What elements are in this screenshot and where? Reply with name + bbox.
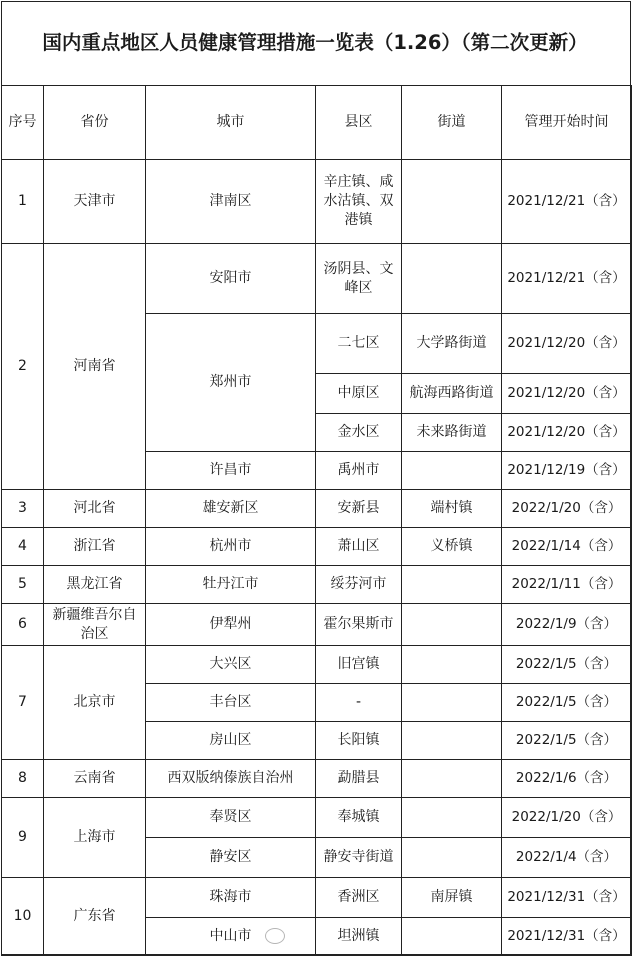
cell-street: 大学路街道 bbox=[402, 314, 502, 374]
cell-street bbox=[402, 452, 502, 490]
cell-street bbox=[402, 760, 502, 798]
table-row bbox=[2, 528, 632, 566]
cell-start-time: 2022/1/4（含） bbox=[502, 838, 632, 878]
cell-start-time: 2021/12/20（含） bbox=[502, 314, 632, 374]
cell-county: 中原区 bbox=[316, 374, 402, 414]
cell-city: 牡丹江市 bbox=[146, 566, 316, 604]
cell-seq: 9 bbox=[2, 798, 44, 878]
cell-county: 绥芬河市 bbox=[316, 566, 402, 604]
cell-seq: 7 bbox=[2, 646, 44, 760]
cell-seq: 10 bbox=[2, 878, 44, 956]
cell-street: 端村镇 bbox=[402, 490, 502, 528]
cell-city: 西双版纳傣族自治州 bbox=[146, 760, 316, 798]
cell-county: 汤阴县、文峰区 bbox=[316, 244, 402, 314]
cell-province: 云南省 bbox=[44, 760, 146, 798]
measures-table bbox=[1, 85, 632, 956]
cell-county: 禹州市 bbox=[316, 452, 402, 490]
header-city: 城市 bbox=[146, 86, 316, 160]
cell-county: 金水区 bbox=[316, 414, 402, 452]
cell-start-time: 2021/12/19（含） bbox=[502, 452, 632, 490]
cell-street bbox=[402, 244, 502, 314]
cell-city: 津南区 bbox=[146, 160, 316, 244]
cell-street bbox=[402, 918, 502, 956]
cell-start-time: 2022/1/5（含） bbox=[502, 646, 632, 684]
cell-county: 安新县 bbox=[316, 490, 402, 528]
cell-city: 杭州市 bbox=[146, 528, 316, 566]
header-start-time: 管理开始时间 bbox=[502, 86, 632, 160]
cell-city: 丰台区 bbox=[146, 684, 316, 722]
cell-city: 许昌市 bbox=[146, 452, 316, 490]
cell-start-time: 2022/1/11（含） bbox=[502, 566, 632, 604]
cell-start-time: 2022/1/14（含） bbox=[502, 528, 632, 566]
cell-start-time: 2022/1/20（含） bbox=[502, 798, 632, 838]
cell-county: 勐腊县 bbox=[316, 760, 402, 798]
header-seq: 序号 bbox=[2, 86, 44, 160]
cell-city: 伊犁州 bbox=[146, 604, 316, 646]
cell-county: 二七区 bbox=[316, 314, 402, 374]
cell-street bbox=[402, 798, 502, 838]
cell-start-time: 2022/1/20（含） bbox=[502, 490, 632, 528]
cell-street bbox=[402, 684, 502, 722]
cell-city: 郑州市 bbox=[146, 314, 316, 452]
cell-seq: 4 bbox=[2, 528, 44, 566]
cell-seq: 2 bbox=[2, 244, 44, 490]
table-row bbox=[2, 760, 632, 798]
table-row bbox=[2, 566, 632, 604]
cell-county: - bbox=[316, 684, 402, 722]
cell-province: 浙江省 bbox=[44, 528, 146, 566]
cell-city: 中山市 bbox=[146, 918, 316, 956]
cell-city: 安阳市 bbox=[146, 244, 316, 314]
weibo-watermark bbox=[265, 925, 385, 947]
cell-start-time: 2022/1/6（含） bbox=[502, 760, 632, 798]
cell-city: 奉贤区 bbox=[146, 798, 316, 838]
cell-seq: 6 bbox=[2, 604, 44, 646]
cell-street bbox=[402, 566, 502, 604]
cell-street bbox=[402, 160, 502, 244]
table-row bbox=[2, 604, 632, 646]
cell-province: 上海市 bbox=[44, 798, 146, 878]
cell-street: 南屏镇 bbox=[402, 878, 502, 918]
cell-county: 辛庄镇、咸水沽镇、双港镇 bbox=[316, 160, 402, 244]
cell-start-time: 2022/1/5（含） bbox=[502, 684, 632, 722]
header-row bbox=[2, 86, 632, 160]
header-county: 县区 bbox=[316, 86, 402, 160]
cell-street: 未来路街道 bbox=[402, 414, 502, 452]
cell-city: 珠海市 bbox=[146, 878, 316, 918]
header-province: 省份 bbox=[44, 86, 146, 160]
cell-county: 长阳镇 bbox=[316, 722, 402, 760]
cell-seq: 3 bbox=[2, 490, 44, 528]
cell-start-time: 2022/1/5（含） bbox=[502, 722, 632, 760]
table-row bbox=[2, 798, 632, 838]
cell-seq: 5 bbox=[2, 566, 44, 604]
cell-start-time: 2021/12/31（含） bbox=[502, 878, 632, 918]
table-row bbox=[2, 878, 632, 918]
table-row bbox=[2, 490, 632, 528]
cell-city: 雄安新区 bbox=[146, 490, 316, 528]
cell-province: 河北省 bbox=[44, 490, 146, 528]
header-street: 街道 bbox=[402, 86, 502, 160]
cell-province: 黑龙江省 bbox=[44, 566, 146, 604]
cell-start-time: 2021/12/20（含） bbox=[502, 414, 632, 452]
cell-street: 航海西路街道 bbox=[402, 374, 502, 414]
cell-city: 静安区 bbox=[146, 838, 316, 878]
cell-start-time: 2021/12/31（含） bbox=[502, 918, 632, 956]
cell-province: 天津市 bbox=[44, 160, 146, 244]
cell-seq: 1 bbox=[2, 160, 44, 244]
cell-start-time: 2021/12/21（含） bbox=[502, 160, 632, 244]
cell-street: 义桥镇 bbox=[402, 528, 502, 566]
table-row bbox=[2, 160, 632, 244]
cell-province: 新疆维吾尔自治区 bbox=[44, 604, 146, 646]
cell-start-time: 2021/12/20（含） bbox=[502, 374, 632, 414]
cell-start-time: 2021/12/21（含） bbox=[502, 244, 632, 314]
cell-street bbox=[402, 722, 502, 760]
table-row bbox=[2, 646, 632, 684]
cell-county: 萧山区 bbox=[316, 528, 402, 566]
cell-start-time: 2022/1/9（含） bbox=[502, 604, 632, 646]
cell-city: 房山区 bbox=[146, 722, 316, 760]
cell-county: 旧宫镇 bbox=[316, 646, 402, 684]
cell-province: 北京市 bbox=[44, 646, 146, 760]
cell-county: 静安寺街道 bbox=[316, 838, 402, 878]
cell-street bbox=[402, 604, 502, 646]
weibo-logo-icon bbox=[265, 928, 285, 944]
cell-county: 香洲区 bbox=[316, 878, 402, 918]
table-row bbox=[2, 244, 632, 314]
cell-province: 广东省 bbox=[44, 878, 146, 956]
cell-street bbox=[402, 646, 502, 684]
page-title: 国内重点地区人员健康管理措施一览表（1.26）（第二次更新） bbox=[42, 31, 588, 54]
cell-seq: 8 bbox=[2, 760, 44, 798]
cell-county: 坦洲镇 bbox=[316, 918, 402, 956]
cell-province: 河南省 bbox=[44, 244, 146, 490]
cell-city: 大兴区 bbox=[146, 646, 316, 684]
cell-street bbox=[402, 838, 502, 878]
cell-county: 奉城镇 bbox=[316, 798, 402, 838]
cell-county: 霍尔果斯市 bbox=[316, 604, 402, 646]
